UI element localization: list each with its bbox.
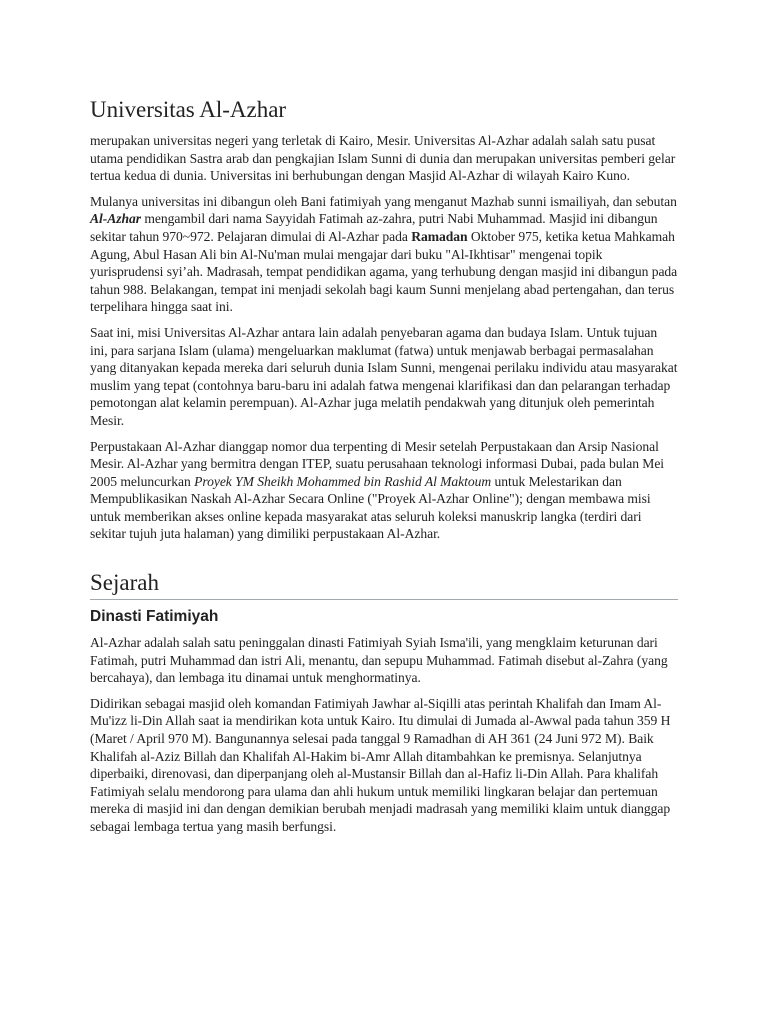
- library-text-c: untuk Melestarikan dan Mempublikasikan Naskah Al-Azhar Secara Online ("Proyek Al-Azhar Online"); dengan membawa misi untuk memberikan akses online kepada masyarakat atas seluruh koleksi manuskrip langka (terdiri dari sekitar tujuh juta halaman) yang dimiliki perpustakaan Al-Azhar.: [90, 473, 651, 542]
- project-name: Proyek YM Sheikh Mohammed bin Rashid Al Maktoum: [194, 473, 492, 489]
- intro-paragraph: [90, 132, 678, 185]
- subsection-heading-dinasti-fatimiyah: Dinasti Fatimiyah: [90, 608, 219, 626]
- mission-paragraph: [90, 324, 678, 430]
- mission-text: Saat ini, misi Universitas Al-Azhar antara lain adalah penyebaran agama dan budaya Islam. Untuk tujuan ini, para sarjana Islam (ulama) mengeluarkan maklumat (fatwa) untuk menjawab berbagai permasalahan yang ditanyakan kepada mereka dari seluruh dunia Islam Sunni, mengenai perilaku individu atau masyarakat muslim yang tepat (contohnya baru-baru ini adalah fatwa mengenai klarifikasi dan dan pelarangan terhadap pemotongan alat kelamin perempuan). Al-Azhar juga melatih pendakwah yang ditunjuk oleh pemerintah Mesir.: [90, 324, 678, 428]
- history-text-e: Oktober 975, ketika ketua Mahkamah Agung, Abul Hasan Ali bin Al-Nu'man mulai mengajar dari buku "Al-Ikhtisar" mengenai topik yurisprudensi syi’ah. Madrasah, tempat pendidikan agama, yang terhubung dengan masjid ini dibangun pada tahun 988. Belakangan, tempat ini menjadi sekolah bagi kaum Sunni menjelang abad pertengahan, dan terus terpelihara hingga saat ini.: [90, 228, 678, 315]
- library-paragraph: [90, 438, 678, 544]
- intro-text: merupakan universitas negeri yang terletak di Kairo, Mesir. Universitas Al-Azhar adalah salah satu pusat utama pendidikan Sastra arab dan pengkajian Islam Sunni di dunia dan merupakan universitas pemberi gelar tertua kedua di dunia. Universitas ini berhubungan dengan Masjid Al-Azhar di wilayah Kairo Kuno.: [90, 133, 676, 184]
- fatimid-paragraph: [90, 634, 678, 687]
- article: [90, 96, 678, 844]
- section-heading-sejarah: Sejarah: [90, 569, 678, 600]
- history-paragraph: [90, 193, 678, 316]
- fatimid-text: Al-Azhar adalah salah satu peninggalan dinasti Fatimiyah Syiah Isma'ili, yang mengklaim keturunan dari Fatimah, putri Muhammad dan istri Ali, menantu, dan sepupu Muhammad. Fatimah disebut al-Zahra (yang bercahaya), dan lembaga itu dinamai untuk menghormatinya.: [90, 635, 668, 686]
- history-text-c: mengambil dari nama Sayyidah Fatimah az-zahra, putri Nabi Muhammad. Masjid ini dibangun sekitar tahun 970~972. Pelajaran dimulai di Al-Azhar pada: [90, 211, 658, 244]
- article-title: Universitas Al-Azhar: [90, 97, 287, 122]
- ramadan-term: Ramadan: [411, 228, 468, 244]
- history-text-a: Mulanya universitas ini dibangun oleh Bani fatimiyah yang menganut Mazhab sunni ismailiyah, dan sebutan: [90, 193, 677, 209]
- library-text-a: Perpustakaan Al-Azhar dianggap nomor dua terpenting di Mesir setelah Perpustakaan dan Arsip Nasional Mesir. Al-Azhar yang bermitra dengan ITEP, suatu perusahaan teknologi informasi Dubai, pada bulan Mei 2005 meluncurkan: [90, 438, 665, 489]
- al-azhar-term: Al-Azhar: [90, 211, 141, 227]
- founding-paragraph: [90, 695, 678, 836]
- founding-text: Didirikan sebagai masjid oleh komandan Fatimiyah Jawhar al-Siqilli atas perintah Khalifah dan Imam Al-Mu'izz li-Din Allah saat ia mendirikan kota untuk Kairo. Itu dimulai di Jumada al-Awwal pada tahun 359 H (Maret / April 970 M). Bangunannya selesai pada tanggal 9 Ramadhan di AH 361 (24 Juni 972 M). Baik Khalifah al-Aziz Billah dan Khalifah Al-Hakim bi-Amr Allah ditambahkan ke premisnya. Selanjutnya diperbaiki, direnovasi, dan diperpanjang oleh al-Mustansir Billah dan al-Hafiz li-Din Allah. Para khalifah Fatimiyah selalu mendorong para ulama dan ahli hukum untuk memiliki lingkaran belajar dan pertemuan mereka di masjid ini dan dengan demikian berubah menjadi madrasah yang memiliki klaim untuk dianggap sebagai lembaga tertua yang masih berfungsi.: [90, 695, 671, 834]
